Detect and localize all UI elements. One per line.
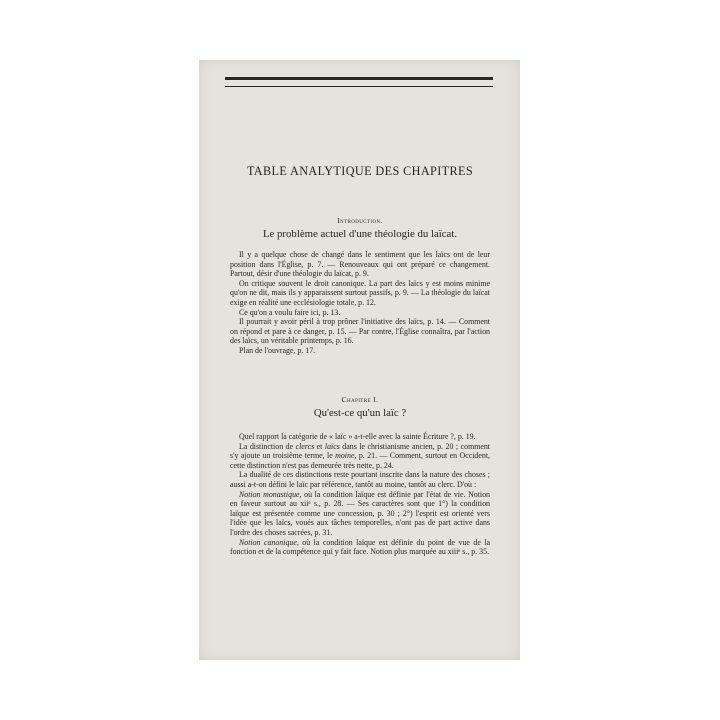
chapter1-paragraph: Notion monastique, où la condition laïque est définie par l'état de vie. Notion en faveur surtout au xiiᵉ s., p. 28. — Ses caractères sont que 1°) la condition laïque est présentée comme une concession, p. 30 ; 2°) l'esprit est orienté vers l'idée que les laïcs, voués aux tâches temporelles, n'ont pas de part active dans l'ordre des choses sacrées, p. 31. <box>230 489 490 537</box>
book-page <box>199 60 520 660</box>
chapter1-paragraph: Notion canonique, où la condition laïque est définie du point de vue de la fonction et de la compétence qui y fait face. Notion plus marquée au xiiiᵉ s., p. 35. <box>230 537 490 557</box>
intro-paragraph: Il y a quelque chose de changé dans le sentiment que les laïcs ont de leur position dans l'Église, p. 7. — Renouveaux qui ont préparé ce changement. Partout, désir d'une théologie du laïcat, p. 9. <box>230 250 490 279</box>
intro-paragraph: Plan de l'ouvrage, p. 17. <box>239 345 316 355</box>
introduction-body <box>230 250 490 356</box>
chapter1-kicker: Chapitre I. <box>341 395 379 404</box>
introduction-kicker: Introduction. <box>337 216 383 225</box>
chapter1-paragraph: Quel rapport la catégorie de « laïc » a-t-elle avec la sainte Écriture ?, p. 19. <box>239 432 476 441</box>
chapter1-paragraph: La dualité de ces distinctions reste pourtant inscrite dans la nature des choses ; aussi a-t-on défini le laïc par référence, tantôt au moine, tantôt au clerc. D'où : <box>230 470 490 489</box>
chapter1-paragraph: La distinction de clercs et laïcs dans le christianisme ancien, p. 20 ; comment s'y ajoute un troisième terme, le moine, p. 21. — Comment, surtout en Occident, cette distinction n'est pas demeurée très nette, p. 24. <box>230 441 490 470</box>
chapter1-body <box>230 432 490 557</box>
page-title: TABLE ANALYTIQUE DES CHAPITRES <box>246 164 474 178</box>
intro-paragraph: On critique souvent le droit canonique. La part des laïcs y est moins minime qu'on ne dit, mais ils y apparaissent surtout passifs, p. 9. — La théologie du laïcat exige en réalité une ecclésiologie totale, p. 12. <box>230 278 490 307</box>
header-rule-thin <box>225 86 493 87</box>
introduction-heading: Le problème actuel d'une théologie du laïcat. <box>262 228 458 240</box>
header-rule-thick <box>225 77 493 80</box>
intro-paragraph: Il pourrait y avoir péril à trop prôner l'initiative des laïcs, p. 14. — Comment on répond et pare à ce danger, p. 15. — Par contre, l'Église connaîtra, par l'action des laïcs, un véritable printemps, p. 16. <box>230 317 490 346</box>
chapter1-heading: Qu'est-ce qu'un laïc ? <box>313 407 407 419</box>
intro-paragraph: Ce qu'on a voulu faire ici, p. 13. <box>239 307 341 317</box>
